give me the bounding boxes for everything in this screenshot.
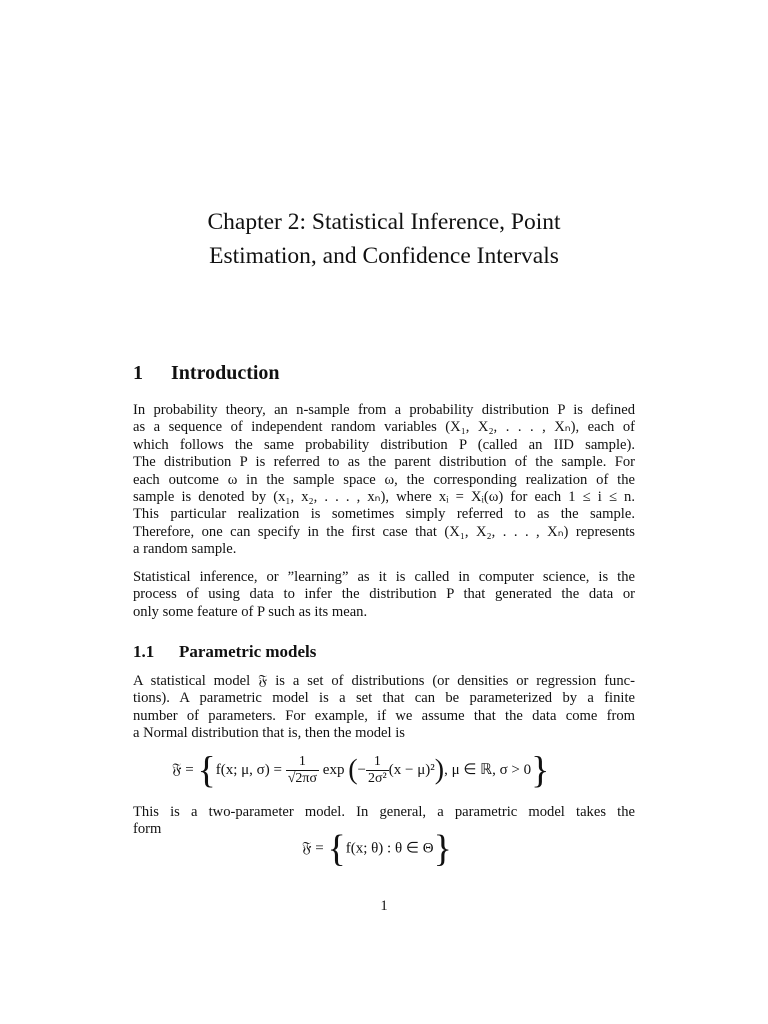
equation-exp: exp: [319, 761, 349, 778]
right-brace-icon: }: [433, 828, 452, 870]
text-line: only some feature of P such as its mean.: [133, 603, 368, 620]
left-paren-icon: (: [348, 754, 358, 786]
subsection-number: 1.1: [133, 642, 155, 661]
paragraph-n-sample: [133, 402, 635, 559]
equation-fraction: [366, 754, 389, 787]
equation-normal-model: [172, 749, 550, 792]
paragraph-statistical-model: [133, 673, 635, 743]
text-line: as a sequence of independent random variables (X₁, X₂, . . . , Xₙ), each of: [133, 419, 635, 436]
equation-parametric-form: [302, 828, 452, 870]
chapter-title-line-1: Chapter 2: Statistical Inference, Point: [207, 209, 561, 235]
text-line: In probability theory, an n-sample from a probability distribution P is defined: [133, 402, 635, 418]
fraction-numerator: 1: [366, 754, 389, 771]
paragraph-statistical-inference: [133, 569, 635, 621]
right-paren-icon: ): [434, 754, 445, 786]
equation-lhs: 𝔉 =: [172, 761, 198, 778]
fraction-denominator: 2σ²: [368, 771, 387, 786]
equation-fraction: [286, 754, 319, 787]
text-line: This particular realization is sometimes simply referred to as the sample.: [133, 506, 635, 523]
section-number: 1: [133, 362, 143, 384]
section-title: Introduction: [171, 362, 280, 384]
text-line: tions). A parametric model is a set that can be parameterized by a finite: [133, 690, 635, 707]
right-brace-icon: }: [531, 749, 550, 792]
equation-condition: , μ ∈ ℝ, σ > 0: [444, 761, 532, 778]
chapter-title-line-2: Estimation, and Confidence Intervals: [209, 243, 559, 269]
text-line: sample is denoted by (x₁, x₂, . . . , xₙ), where xᵢ = Xᵢ(ω) for each 1 ≤ i ≤ n.: [133, 489, 635, 506]
section-heading-introduction: [133, 362, 280, 385]
text-line: The distribution P is referred to as the parent distribution of the sample. For: [133, 454, 635, 471]
text-line: Therefore, one can specify in the first case that (X₁, X₂, . . . , Xₙ) represents: [133, 523, 635, 540]
equation-lhs: 𝔉 =: [302, 840, 328, 857]
left-brace-icon: {: [197, 749, 216, 792]
left-brace-icon: {: [327, 828, 346, 870]
chapter-title: [100, 205, 668, 273]
fraction-numerator: 1: [286, 754, 319, 771]
text-line: A statistical model 𝔉 is a set of distributions (or densities or regression func-: [133, 673, 635, 689]
subsection-heading-parametric-models: [133, 642, 316, 662]
page-number: 1: [380, 898, 388, 914]
text-line: each outcome ω in the sample space ω, the corresponding realization of the: [133, 471, 635, 488]
equation-term: f(x; θ) : θ ∈ Θ: [345, 840, 434, 857]
equation-minus: −: [357, 761, 366, 778]
text-line: which follows the same probability distribution P (called an IID sample).: [133, 436, 635, 453]
text-line: a random sample.: [133, 541, 237, 558]
equation-term: (x − μ)²: [388, 761, 435, 778]
text-line: Statistical inference, or ”learning” as it is called in computer science, is the: [133, 569, 635, 585]
text-line: form: [133, 821, 162, 838]
text-line: process of using data to infer the distribution P that generated the data or: [133, 586, 635, 603]
fraction-denominator: √2πσ: [287, 771, 318, 786]
subsection-title: Parametric models: [179, 642, 317, 661]
equation-term: f(x; μ, σ) =: [215, 761, 286, 778]
text-line: a Normal distribution that is, then the model is: [133, 725, 405, 742]
text-line: number of parameters. For example, if we assume that the data come from: [133, 707, 635, 724]
text-line: This is a two-parameter model. In general, a parametric model takes the: [133, 804, 635, 820]
